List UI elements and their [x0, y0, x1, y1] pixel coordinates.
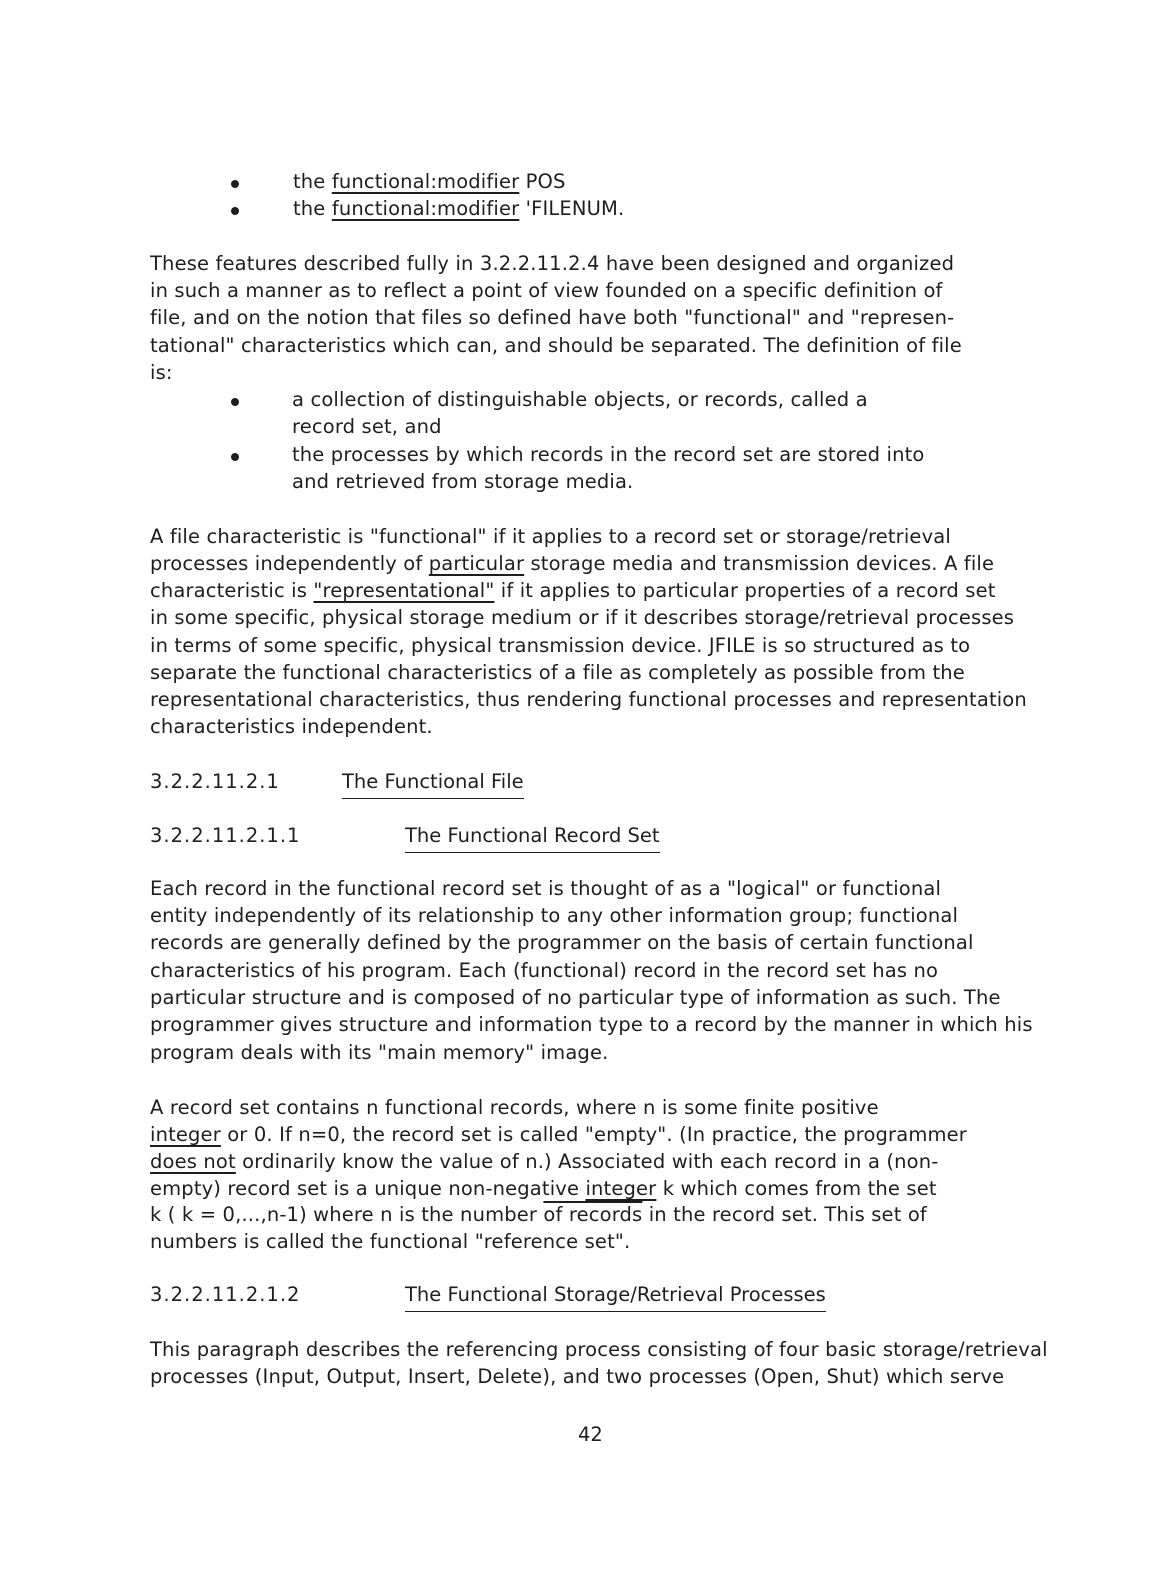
paragraph-line: empty) record set is a unique non-negative integer k which comes from the set [150, 1177, 937, 1200]
paragraph-line: file, and on the notion that files so defined have both "functional" and "represen- [150, 306, 955, 329]
paragraph-line: in terms of some specific, physical transmission device. JFILE is so structured as to [150, 634, 971, 657]
term-underlined: particular [428, 552, 525, 575]
term-underlined: functional:modifier [331, 170, 520, 193]
section-title: The Functional Storage/Retrieval Processes [405, 1283, 826, 1312]
list-item-line: the processes by which records in the record set are stored into [292, 443, 925, 466]
paragraph-line: separate the functional characteristics of a file as completely as possible from the [150, 661, 965, 684]
term-underlined: "representational" [313, 579, 495, 602]
bullet-icon [231, 398, 239, 406]
paragraph-line: program deals with its "main memory" image. [150, 1041, 609, 1064]
paragraph-line: records are generally defined by the programmer on the basis of certain functional [150, 931, 974, 954]
paragraph-line: Each record in the functional record set is thought of as a "logical" or functional [150, 877, 942, 900]
term-underlined: integer [150, 1123, 221, 1146]
paragraph-line: entity independently of its relationship to any other information group; functional [150, 904, 959, 927]
paragraph-line: representational characteristics, thus rendering functional processes and representation [150, 688, 1027, 711]
section-title: The Functional Record Set [405, 824, 660, 853]
paragraph-line: A file characteristic is "functional" if it applies to a record set or storage/retrieval [150, 525, 951, 548]
paragraph-line: numbers is called the functional "reference set". [150, 1230, 631, 1253]
paragraph-line: tational" characteristics which can, and should be separated. The definition of file [150, 334, 962, 357]
paragraph-line: characteristics independent. [150, 715, 433, 738]
list-item-line: record set, and [292, 415, 442, 438]
paragraph-line: k ( k = 0,...,n-1) where n is the number of records in the record set. This set of [150, 1203, 927, 1226]
section-title: The Functional File [342, 770, 524, 799]
bullet-icon [231, 207, 239, 215]
paragraph-line: A record set contains n functional records, where n is some finite positive [150, 1096, 879, 1119]
section-number: 3.2.2.11.2.1.2 [150, 1283, 301, 1306]
bullet-icon [231, 453, 239, 461]
paragraph-line: does not ordinarily know the value of n.) Associated with each record in a (non- [150, 1150, 939, 1173]
paragraph-line: is: [150, 361, 173, 384]
paragraph-line: This paragraph describes the referencing process consisting of four basic storage/retrieval [150, 1338, 1048, 1361]
paragraph-line: integer or 0. If n=0, the record set is called "empty". (In practice, the programmer [150, 1123, 967, 1146]
term-underlined: does not [150, 1150, 236, 1173]
paragraph-line: in some specific, physical storage medium or if it describes storage/retrieval processes [150, 606, 1015, 629]
paragraph-line: in such a manner as to reflect a point of view founded on a specific definition of [150, 279, 943, 302]
section-number: 3.2.2.11.2.1.1 [150, 824, 301, 847]
paragraph-line: particular structure and is composed of no particular type of information as such. The [150, 986, 1001, 1009]
term-underlined: functional:modifier [331, 197, 520, 220]
paragraph-line: characteristics of his program. Each (functional) record in the record set has no [150, 959, 939, 982]
bullet-icon [231, 180, 239, 188]
term-underlined: integer [585, 1177, 657, 1200]
paragraph-line: These features described fully in 3.2.2.11.2.4 have been designed and organized [150, 252, 955, 275]
paragraph-line: processes (Input, Output, Insert, Delete), and two processes (Open, Shut) which serve [150, 1365, 1005, 1388]
paragraph-line: processes independently of particular storage media and transmission devices. A file [150, 552, 995, 575]
page-number: 42 [578, 1423, 603, 1446]
paragraph-line: characteristic is "representational" if it applies to particular properties of a record set [150, 579, 996, 602]
section-number: 3.2.2.11.2.1 [150, 770, 280, 793]
term-overlined: of records [543, 1203, 643, 1226]
paragraph-line: programmer gives structure and information type to a record by the manner in which his [150, 1013, 1033, 1036]
list-item-line: a collection of distinguishable objects, or records, called a [292, 388, 868, 411]
list-item: the functional:modifier 'FILENUM. [293, 197, 625, 220]
list-item: the functional:modifier POS [293, 170, 566, 193]
list-item-line: and retrieved from storage media. [292, 470, 634, 493]
